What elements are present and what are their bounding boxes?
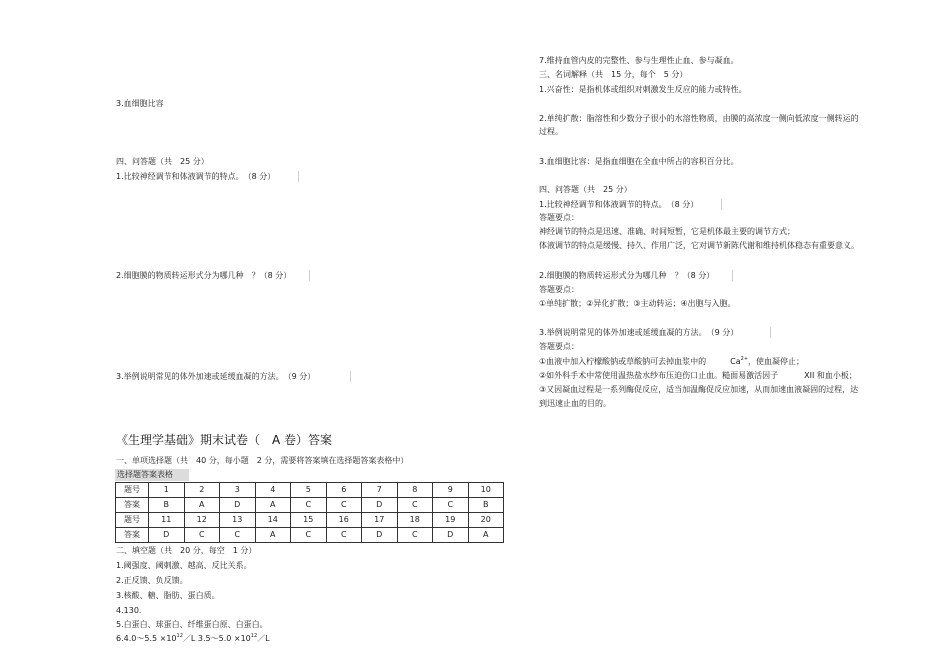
table-cell: 7 [362, 483, 398, 498]
separator [770, 327, 771, 338]
table-row-header: 答案 [116, 528, 149, 543]
definition-1: 1.兴奋性：是指机体或组织对刺激发生反应的能力或特性。 [539, 85, 747, 94]
exponent: 12 [250, 633, 258, 639]
table-cell: 9 [433, 483, 469, 498]
table-cell: C [397, 528, 433, 543]
right-section4-heading: 四、问答题（共 25 分） [539, 185, 632, 194]
separator [721, 199, 722, 210]
answer-1-text: ①血液中加入柠檬酸钠或草酸钠可去掉血浆中的 [539, 357, 707, 366]
question-3-points-label: 答题要点： [539, 342, 579, 351]
calcium-symbol: Ca [730, 357, 741, 366]
table-cell: 20 [468, 513, 504, 528]
table-cell: D [220, 498, 256, 513]
table-cell: 5 [291, 483, 327, 498]
table-cell: 11 [149, 513, 185, 528]
table-row [116, 513, 504, 528]
table-cell: 15 [291, 513, 327, 528]
table-cell: 13 [220, 513, 256, 528]
separator [732, 270, 733, 281]
right-question-1: 1.比较神经调节和体液调节的特点。 （8 分） [539, 200, 699, 209]
section4-question-3: 3.举例说明常见的体外加速或延缓血凝的方法。 （9 分） [116, 372, 316, 381]
table-cell: B [468, 498, 504, 513]
fill-answer-6-part3: ／L [257, 634, 270, 643]
table-cell: 17 [362, 513, 398, 528]
table-cell: 10 [468, 483, 504, 498]
table-cell: C [397, 498, 433, 513]
table-row [116, 483, 504, 498]
table-cell: C [184, 528, 220, 543]
ion-charge: 2+ [740, 356, 749, 362]
question-3-answer-3: ③又因凝血过程是一系列酶促反应，适当加温酶促反应加速，从而加速血液凝固的过程，达 [539, 385, 859, 394]
answer-1-text-end: ，使血凝停止； [748, 357, 805, 366]
answer-item-7: 7.维持血管内皮的完整性、参与生理性止血、参与凝血。 [539, 56, 739, 65]
table-cell: A [468, 528, 504, 543]
section2-heading: 二、填空题（共 20 分，每空 1 分） [116, 546, 257, 555]
definition-3: 3.血细胞比容：是指血细胞在全血中所占的容积百分比。 [539, 157, 739, 166]
definition-2-line2: 过程。 [539, 127, 563, 136]
section4-heading: 四、问答题（共 25 分） [116, 157, 209, 166]
fill-answer-2: 2.正反馈、负反馈。 [116, 576, 188, 585]
table-cell: A [255, 528, 291, 543]
table-cell: C [220, 528, 256, 543]
table-cell: C [291, 528, 327, 543]
table-cell: 3 [220, 483, 256, 498]
fill-answer-6 [116, 634, 270, 644]
right-question-3: 3.举例说明常见的体外加速或延缓血凝的方法。 （9 分） [539, 328, 739, 337]
table-cell: B [149, 498, 185, 513]
section3-heading: 三、名词解释（共 15 分，每个 5 分） [539, 70, 688, 79]
question-3-answer-2 [539, 371, 857, 381]
fill-answer-4: 4.130. [116, 606, 142, 615]
answer-key-title: 《生理学基础》期末试卷（ A 卷）答案 [116, 433, 333, 447]
answer-2-text: ②如外科手术中常使用温热盐水纱布压迫伤口止血。 [539, 371, 723, 380]
table-row [116, 528, 504, 543]
table-cell: D [362, 528, 398, 543]
table-cell: C [291, 498, 327, 513]
table-row-header: 答案 [116, 498, 149, 513]
separator [298, 171, 299, 182]
table-cell: 8 [397, 483, 433, 498]
table-row-header: 题号 [116, 483, 149, 498]
table-cell: 12 [184, 513, 220, 528]
question-1-answer-1: 神经调节的特点是迅速、准确、时间短暂，它是机体最主要的调节方式； [539, 227, 795, 236]
question-2-answer: ①单纯扩散；②异化扩散；③主动转运；④出胞与入胞。 [539, 299, 736, 308]
question-1-points-label: 答题要点： [539, 213, 579, 222]
exponent: 12 [176, 633, 183, 639]
table-row-header: 题号 [116, 513, 149, 528]
table-cell: C [326, 498, 362, 513]
section1-heading: 一、单项选择题（共 40 分，每小题 2 分，需要将答案填在选择题答案表格中） [116, 456, 409, 465]
separator [309, 270, 310, 281]
table-cell: 14 [255, 513, 291, 528]
question-3-answer-1 [539, 357, 804, 367]
fill-answer-1: 1.阈强度、阈刺激、越高、反比关系。 [116, 561, 252, 570]
table-caption: 选择题答案表格 [117, 470, 173, 479]
table-cell: 4 [255, 483, 291, 498]
answer-2-text-mid: 糙面易激活因子 [722, 371, 779, 380]
table-row [116, 498, 504, 513]
table-cell: 2 [184, 483, 220, 498]
answer-2-text-end: XII 和血小板； [804, 371, 857, 380]
answer-table [115, 482, 504, 543]
table-cell: C [326, 528, 362, 543]
definition-2-line1: 2.单纯扩散：脂溶性和少数分子很小的水溶性物质，由膜的高浓度一侧向低浓度一侧转运的 [539, 114, 859, 123]
table-cell: 18 [397, 513, 433, 528]
table-cell: 16 [326, 513, 362, 528]
table-cell: A [184, 498, 220, 513]
right-question-2: 2.细胞膜的物质转运形式分为哪几种 ？（8 分） [539, 271, 715, 280]
table-cell: A [255, 498, 291, 513]
table-cell: C [433, 498, 469, 513]
question-1-answer-2: 体液调节的特点是缓慢、持久、作用广泛，它对调节新陈代谢和维持机体稳态有重要意义。 [539, 241, 859, 250]
fill-answer-3: 3.核酸、糖、脂肪、蛋白质。 [116, 591, 220, 600]
fill-answer-5: 5.白蛋白、球蛋白、纤维蛋白原、白蛋白。 [116, 620, 268, 629]
fill-answer-6-part1: 6.4.0～5.5 ×10 [116, 634, 177, 643]
table-cell: D [433, 528, 469, 543]
fill-answer-6-part2: ／L 3.5～5.0 ×10 [182, 634, 251, 643]
question-3-answer-3-line2: 到迅速止血的目的。 [539, 399, 611, 408]
table-cell: 19 [433, 513, 469, 528]
table-cell: D [149, 528, 185, 543]
table-cell: 6 [326, 483, 362, 498]
separator [350, 371, 351, 382]
question-stub-hematocrit: 3.血细胞比容 [116, 99, 164, 108]
section4-question-1: 1.比较神经调节和体液调节的特点。 （8 分） [116, 172, 276, 181]
question-2-points-label: 答题要点： [539, 285, 579, 294]
table-cell: 1 [149, 483, 185, 498]
section4-question-2: 2.细胞膜的物质转运形式分为哪几种 ？（8 分） [116, 271, 292, 280]
table-cell: D [362, 498, 398, 513]
